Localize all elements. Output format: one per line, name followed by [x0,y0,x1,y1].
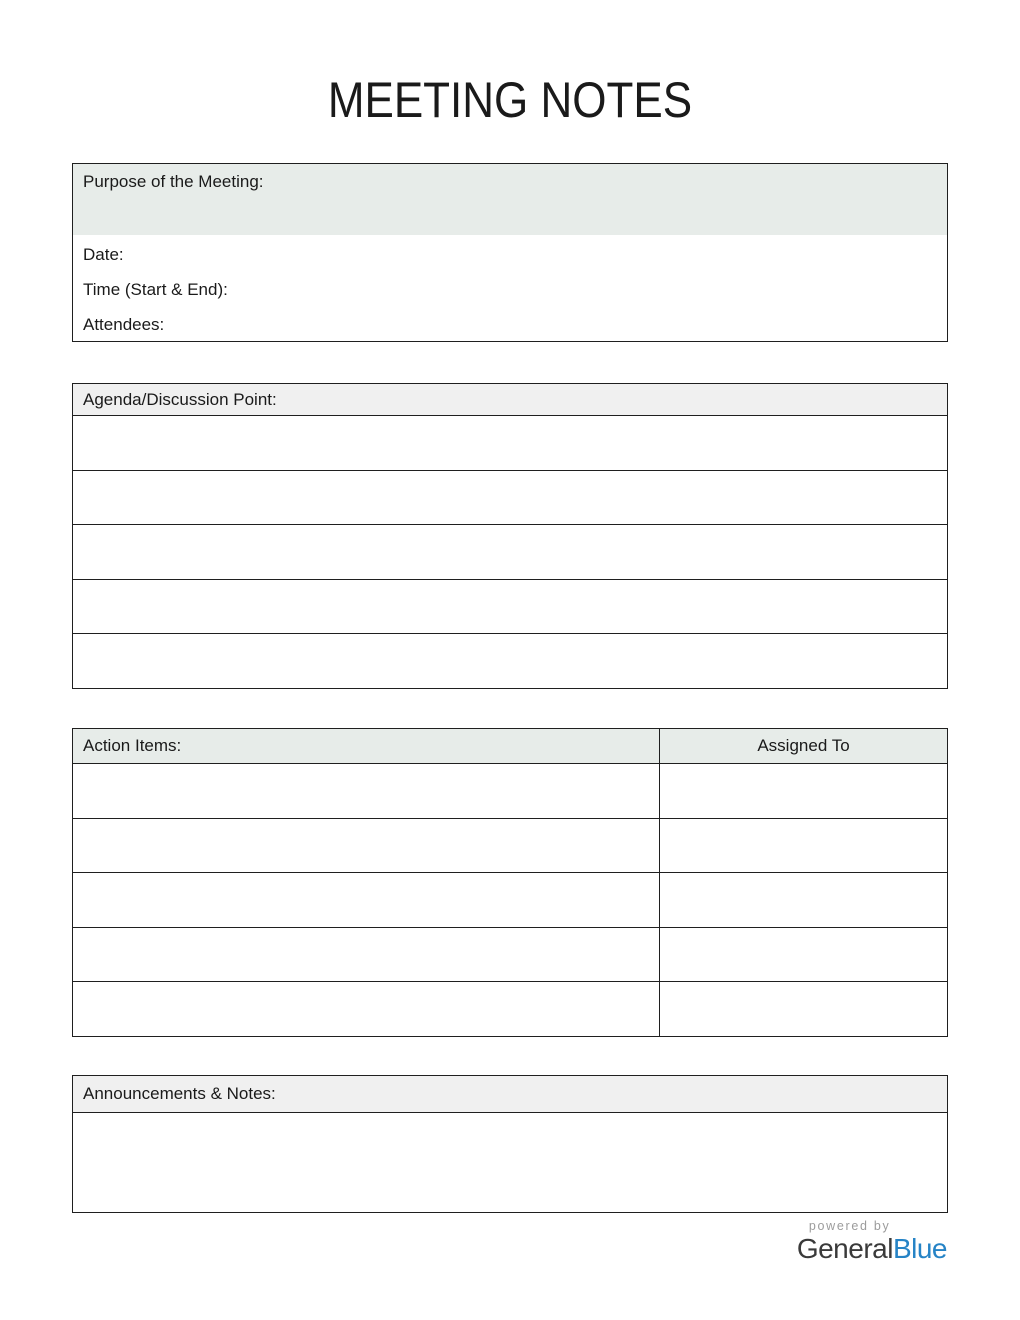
meeting-field-row[interactable] [83,281,937,298]
meeting-fields [73,235,947,333]
meeting-field-label: Time (Start & End): [83,280,228,299]
action-item-cell[interactable] [73,982,659,1036]
assigned-to-cell[interactable] [659,873,947,927]
general-blue-logo [797,1219,947,1264]
action-item-row [73,927,947,982]
purpose-of-meeting-field[interactable] [73,164,947,235]
agenda-section [72,383,948,689]
announcements-section [72,1075,948,1213]
action-item-row [73,764,947,818]
assigned-to-header-label: Assigned To [757,736,850,755]
agenda-row[interactable] [73,633,947,688]
meeting-field-row[interactable] [83,246,937,263]
page-title [0,74,1020,126]
brand-blue-text: Blue [892,1233,947,1264]
action-item-row [73,818,947,873]
action-item-row [73,872,947,927]
meeting-field-row[interactable] [83,316,937,333]
action-item-cell[interactable] [73,873,659,927]
brand-general-text: General [796,1233,893,1264]
page-title-text: MEETING NOTES [327,72,693,128]
action-items-header-cell [73,729,659,763]
meeting-field-label: Attendees: [83,315,165,334]
action-items-rows [73,764,947,1036]
action-items-header-row [73,729,947,764]
agenda-rows [73,416,947,688]
agenda-header [73,384,947,416]
agenda-header-label: Agenda/Discussion Point: [83,389,277,409]
assigned-to-cell[interactable] [659,764,947,818]
action-items-header-label: Action Items: [83,736,182,755]
agenda-row[interactable] [73,470,947,525]
action-item-row [73,981,947,1036]
powered-by-text: powered by [808,1219,891,1233]
announcements-header [73,1076,947,1113]
meeting-field-label: Date: [83,245,124,264]
action-items-section [72,728,948,1037]
action-item-cell[interactable] [73,764,659,818]
action-item-cell[interactable] [73,819,659,873]
announcements-header-label: Announcements & Notes: [83,1084,276,1103]
meeting-info-section [72,163,948,342]
assigned-to-header-cell [659,729,947,763]
action-item-cell[interactable] [73,928,659,982]
agenda-row[interactable] [73,416,947,470]
brand-wordmark [797,1234,947,1264]
announcements-body[interactable] [73,1113,947,1212]
assigned-to-cell[interactable] [659,819,947,873]
purpose-of-meeting-value[interactable] [83,192,937,212]
purpose-of-meeting-label: Purpose of the Meeting: [83,172,264,191]
agenda-row[interactable] [73,524,947,579]
assigned-to-cell[interactable] [659,928,947,982]
agenda-row[interactable] [73,579,947,634]
assigned-to-cell[interactable] [659,982,947,1036]
